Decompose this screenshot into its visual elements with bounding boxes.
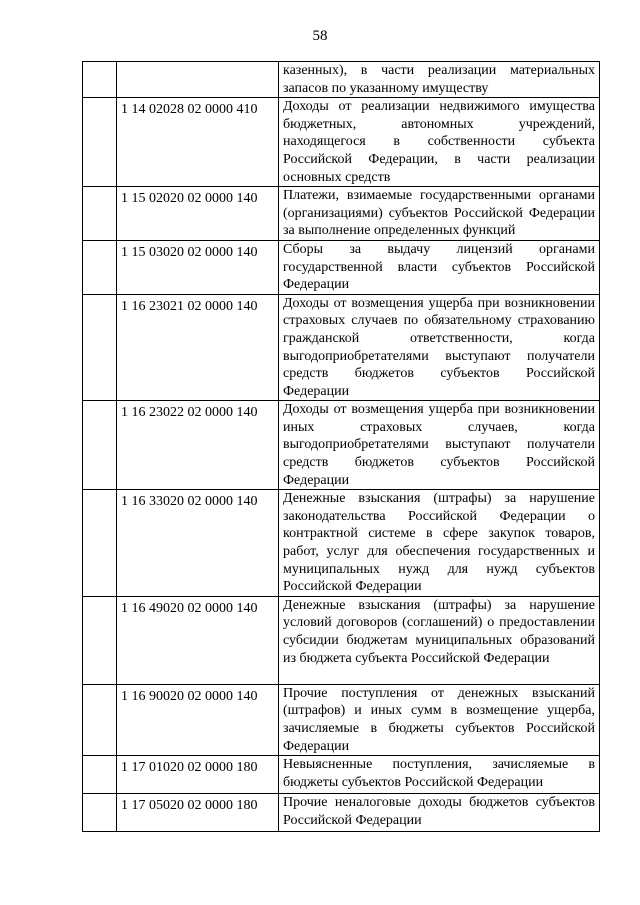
admin-code-cell: [83, 98, 117, 187]
admin-code-cell: [83, 187, 117, 241]
table-row: [83, 756, 600, 794]
admin-code-cell: [83, 62, 117, 98]
revenue-description: Сборы за выдачу лицензий органами государственной власти субъектов Российской Федерации: [283, 241, 595, 293]
table-row: [83, 98, 600, 187]
revenue-code: 1 17 05020 02 0000 180: [121, 798, 258, 814]
admin-code-cell: [83, 756, 117, 794]
revenue-code: 1 16 49020 02 0000 140: [121, 600, 258, 616]
revenue-description: Доходы от возмещения ущерба при возникновении иных страховых случаев, когда выгодоприобретателями выступают получатели средств бюджетов субъектов Российской Федерации: [283, 402, 595, 488]
revenue-code-cell: [117, 62, 279, 98]
revenue-description: Платежи, взимаемые государственными органами (организациями) субъектов Российской Федерации за выполнение определенных функций: [283, 188, 595, 239]
revenue-description: Невыясненные поступления, зачисляемые в бюджеты субъектов Российской Федерации: [283, 757, 595, 790]
table-row: [83, 596, 600, 684]
table-row: [83, 794, 600, 832]
revenue-description-cell: [279, 490, 600, 597]
revenue-code-cell: [117, 684, 279, 755]
table-row: [83, 240, 600, 294]
table-row: [83, 401, 600, 490]
revenue-code: 1 16 33020 02 0000 140: [121, 494, 258, 510]
revenue-code: 1 16 23022 02 0000 140: [121, 405, 258, 421]
admin-code-cell: [83, 684, 117, 755]
table-row: [83, 62, 600, 98]
revenue-description-cell: [279, 756, 600, 794]
revenue-description: Денежные взыскания (штрафы) за нарушение законодательства Российской Федерации о контрактной системе в сфере закупок товаров, работ, услуг для обеспечения государственных и муниципальных нужд для нужд субъектов Российской Федерации: [283, 491, 595, 595]
revenue-description-cell: [279, 401, 600, 490]
revenue-code: 1 15 03020 02 0000 140: [121, 244, 258, 260]
page-number: 58: [312, 28, 328, 44]
revenue-code-cell: [117, 98, 279, 187]
table-row: [83, 187, 600, 241]
revenue-code: 1 15 02020 02 0000 140: [121, 191, 258, 207]
revenue-code: 1 16 23021 02 0000 140: [121, 298, 258, 314]
revenue-description-cell: [279, 596, 600, 684]
admin-code-cell: [83, 294, 117, 401]
revenue-description-cell: [279, 684, 600, 755]
admin-code-cell: [83, 490, 117, 597]
revenue-description-cell: [279, 98, 600, 187]
admin-code-cell: [83, 240, 117, 294]
revenue-description: Доходы от возмещения ущерба при возникновении страховых случаев по обязательному страхованию гражданской ответственности, когда выгодоприобретателями выступают получатели средств бюджетов субъектов Российской Федерации: [283, 295, 595, 399]
admin-code-cell: [83, 401, 117, 490]
revenue-description: Доходы от реализации недвижимого имущества бюджетных, автономных учреждений, находящегося в собственности субъекта Российской Федерации, в части реализации основных средств: [283, 99, 595, 185]
revenue-description-cell: [279, 62, 600, 98]
revenue-code-cell: [117, 294, 279, 401]
admin-code-cell: [83, 794, 117, 832]
revenue-code-cell: [117, 240, 279, 294]
table-row: [83, 684, 600, 755]
revenue-description: Прочие неналоговые доходы бюджетов субъектов Российской Федерации: [283, 795, 595, 828]
table-row: [83, 294, 600, 401]
revenue-description-cell: [279, 240, 600, 294]
revenue-code-cell: [117, 596, 279, 684]
budget-revenue-table: [82, 61, 600, 832]
revenue-code-cell: [117, 490, 279, 597]
revenue-description-cell: [279, 294, 600, 401]
revenue-code-cell: [117, 756, 279, 794]
revenue-description-cell: [279, 794, 600, 832]
revenue-code-cell: [117, 401, 279, 490]
revenue-description: Денежные взыскания (штрафы) за нарушение условий договоров (соглашений) о предоставлении субсидии бюджетам муниципальных образований из бюджета субъекта Российской Федерации: [283, 597, 595, 666]
revenue-code: 1 14 02028 02 0000 410: [121, 102, 258, 118]
revenue-description: Прочие поступления от денежных взысканий (штрафов) и иных сумм в возмещение ущерба, зачисляемые в бюджеты субъектов Российской Федерации: [283, 685, 595, 754]
revenue-code-cell: [117, 794, 279, 832]
revenue-code-cell: [117, 187, 279, 241]
admin-code-cell: [83, 596, 117, 684]
revenue-code: 1 16 90020 02 0000 140: [121, 688, 258, 704]
table-row: [83, 490, 600, 597]
revenue-code: 1 17 01020 02 0000 180: [121, 760, 258, 776]
revenue-code: [117, 62, 278, 65]
revenue-description: казенных), в части реализации материальных запасов по указанному имуществу: [283, 63, 595, 96]
revenue-description-cell: [279, 187, 600, 241]
